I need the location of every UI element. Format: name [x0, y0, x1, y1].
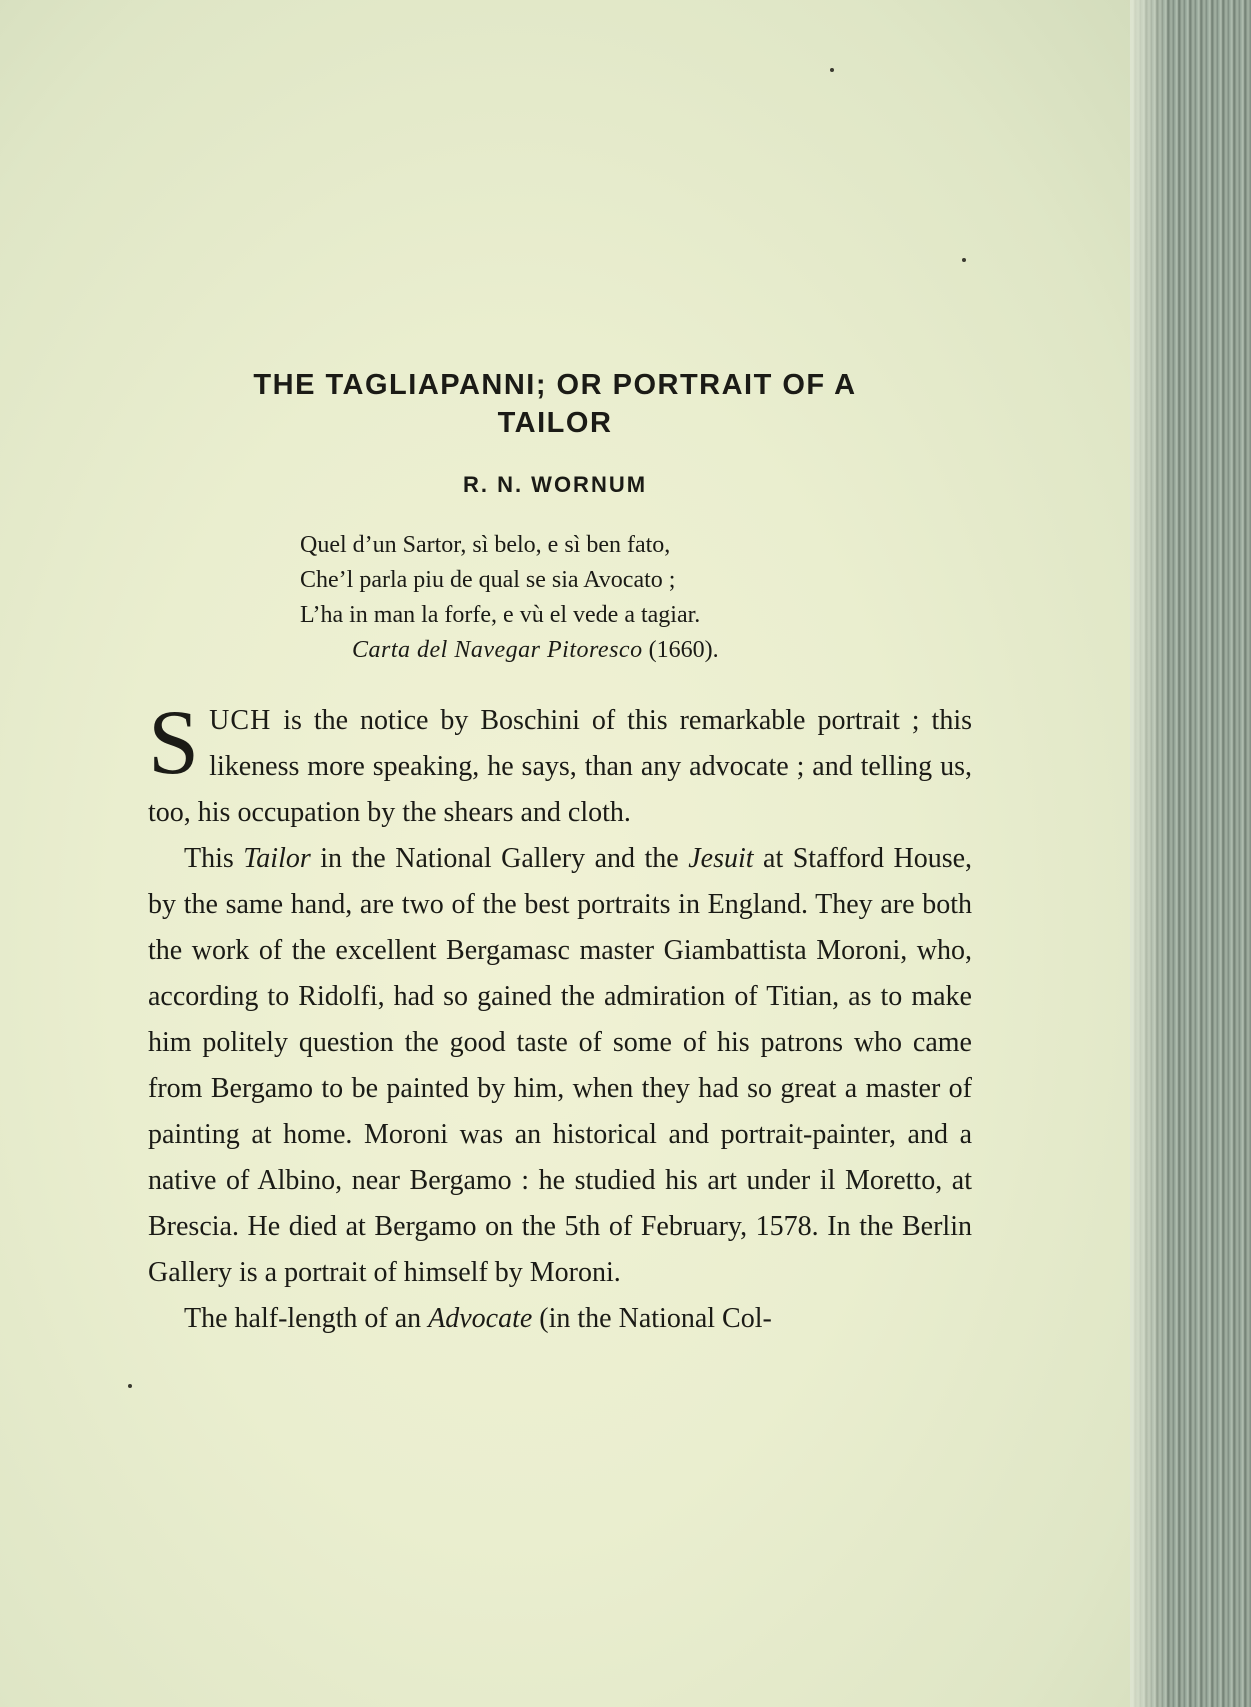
paper-speck	[962, 258, 966, 262]
small-caps-word: UCH	[209, 705, 272, 736]
italic-title: Tailor	[243, 843, 311, 874]
verse-line: Quel d’un Sartor, sì belo, e sì ben fato,	[300, 532, 671, 558]
epigraph-verse	[300, 528, 860, 668]
paragraph	[148, 836, 972, 1296]
text-run: at Stafford House, by the same hand, are two of the best portraits in England. They are both the work of the excellent Bergamasc master Giambattista Moroni, who, according to Ridolfi, had so gained the admiration of Titian, as to make him politely question the good taste of some of his patrons who came from Bergamo to be painted by him, when they had so great a master of painting at home. Moroni was an historical and portrait-painter, and a native of Albino, near Bergamo : he studied his art under il Moretto, at Brescia. He died at Bergamo on the 5th of February, 1578. In the Berlin Gallery is a portrait of himself by Moroni.	[148, 843, 973, 1288]
paragraph	[148, 1296, 972, 1342]
verse-line: L’ha in man la forfe, e vù el vede a tagiar.	[300, 602, 701, 628]
drop-cap: S	[148, 691, 200, 793]
page-edges	[1130, 0, 1251, 1707]
text-run: in the National Gallery and the	[310, 843, 689, 874]
article-title	[150, 366, 960, 442]
paper-speck	[128, 1384, 132, 1388]
paragraph	[148, 691, 972, 836]
paragraph-text: is the notice by Boschini of this remarkable portrait ; this likeness more speaking, he says, than any advocate ; and telling us, too, his occupation by the shears and cloth.	[148, 705, 972, 828]
title-line: THE TAGLIAPANNI; OR PORTRAIT OF A	[253, 369, 857, 401]
italic-title: Advocate	[428, 1303, 533, 1334]
verse-line: Che’l parla piu de qual se sia Avocato ;	[300, 567, 676, 593]
author-name: R. N. WORNUM	[462, 472, 648, 497]
paper-speck	[830, 68, 834, 72]
text-run: The half-length of an	[184, 1303, 429, 1334]
verse-source-year: (1660).	[642, 637, 719, 663]
italic-title: Jesuit	[688, 843, 754, 874]
verse-source-title: Carta del Navegar Pitoresco	[352, 637, 643, 663]
article-body	[148, 691, 973, 1342]
text-run: This	[184, 843, 244, 874]
verse-source	[300, 633, 860, 668]
title-line: TAILOR	[497, 407, 613, 439]
text-run: (in the National Col-	[532, 1303, 772, 1334]
